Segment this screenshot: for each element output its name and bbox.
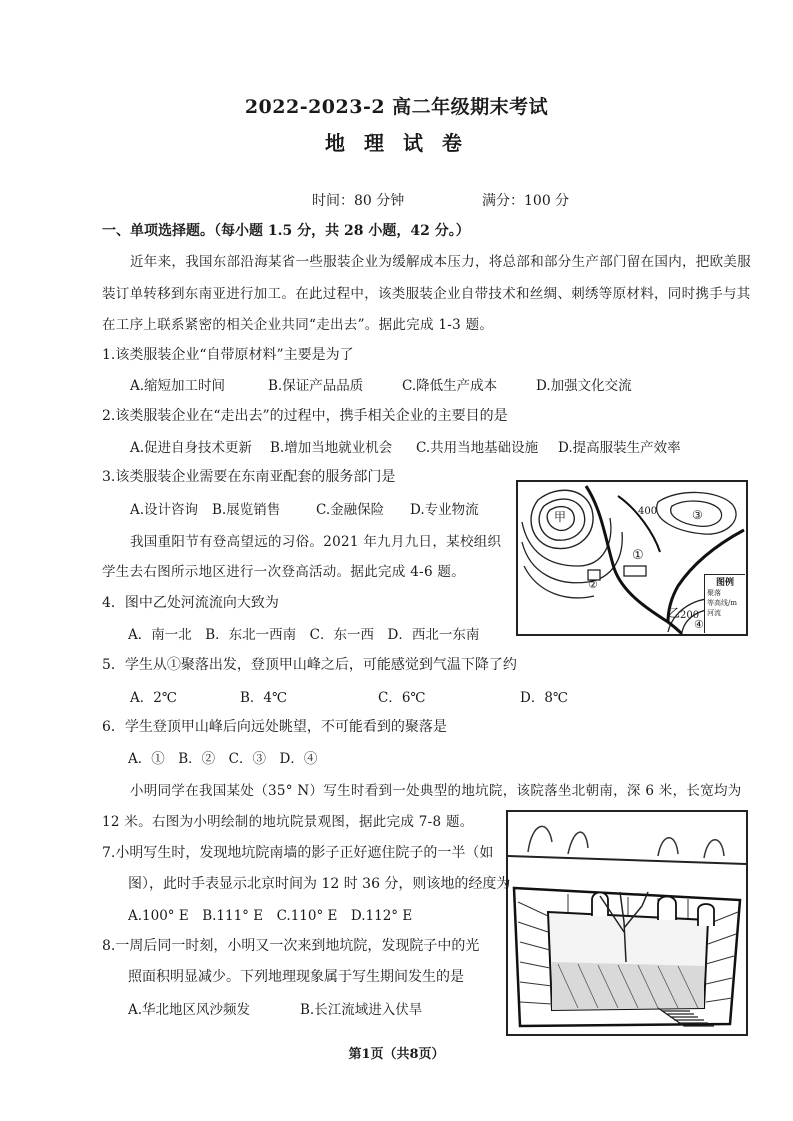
q3-option-b: B.展览销售 (212, 502, 281, 518)
settlement-2-label: ② (588, 578, 598, 591)
q5-option-c: C．6℃ (378, 690, 426, 706)
q7-stem-line1: 7.小明写生时，发现地坑院南墙的影子正好遮住院子的一半（如 (102, 845, 494, 861)
q4-options: A．南一北 B．东北一西南 C．东一西 D．西北一东南 (128, 627, 480, 643)
legend-river: 河流 (707, 609, 721, 617)
q2-stem: 2.该类服装企业在“走出去”的过程中，携手相关企业的主要目的是 (102, 408, 508, 424)
q1-option-d: D.加强文化交流 (536, 378, 632, 394)
river (618, 496, 660, 552)
q3-stem: 3.该类服装企业需要在东南亚配套的服务部门是 (102, 469, 396, 485)
q5-option-b: B．4℃ (240, 690, 288, 706)
passage1-line2: 装订单转移到东南亚进行加工。在此过程中，该类服装企业自带技术和丝绸、刺绣等原材料，同时携手与其 (102, 286, 751, 302)
q5-option-a: A．2℃ (130, 690, 177, 706)
section-heading: 一、单项选择题。（每小题 1.5 分，共 28 小题，42 分。） (102, 223, 470, 239)
q2-option-b: B.增加当地就业机会 (270, 440, 393, 456)
settlement-1-marker (624, 566, 646, 576)
passage2-line2: 学生去右图所示地区进行一次登高活动。据此完成 4-6 题。 (102, 564, 466, 580)
q1-stem: 1.该类服装企业“自带原材料”主要是为了 (102, 347, 354, 363)
topographic-map (516, 480, 748, 636)
peak-jia-label: 甲 (554, 510, 567, 524)
settlement-1-label: ① (632, 548, 644, 563)
passage1-line1: 近年来，我国东部沿海某省一些服装企业为缓解成本压力，将总部和部分生产部门留在国内，把欧美服 (130, 254, 751, 270)
legend-settlement: 聚落 (707, 589, 721, 597)
river-yi-label: 乙 (668, 606, 681, 620)
cave-door (658, 897, 676, 921)
map-legend (704, 574, 745, 633)
contour-line (522, 518, 611, 566)
q8-stem-line2: 照面积明显减少。下列地理现象属于写生期间发生的是 (128, 969, 464, 985)
horizon-line (508, 856, 746, 864)
q5-stem: 5．学生从①聚落出发，登顶甲山峰之后，可能感觉到气温下降了约 (102, 657, 517, 673)
dikengyuan-sketch-svg (508, 812, 746, 1034)
subject-title: 地 理 试 卷 (325, 131, 468, 155)
cave-window (698, 904, 714, 926)
legend-contour: 等高线/m (707, 599, 737, 607)
q3-option-a: A.设计咨询 (130, 502, 199, 518)
exam-time: 时间：80 分钟 (312, 193, 405, 209)
q6-options: A．① B．② C．③ D．④ (128, 751, 318, 767)
q3-option-d: D.专业物流 (410, 502, 479, 518)
settlement-4-label: ④ (694, 618, 704, 631)
q7-options: A.100° E B.111° E C.110° E D.112° E (128, 908, 413, 924)
q4-stem: 4．图中乙处河流流向大致为 (102, 595, 279, 611)
q1-option-a: A.缩短加工时间 (130, 378, 226, 394)
q2-option-a: A.促进自身技术更新 (130, 440, 253, 456)
staircase (658, 1008, 714, 1026)
q6-stem: 6．学生登顶甲山峰后向远处眺望，不可能看到的聚落是 (102, 719, 447, 735)
legend-title: 图例 (715, 578, 734, 588)
tree-scribble (528, 826, 724, 858)
q2-option-c: C.共用当地基础设施 (416, 440, 539, 456)
exam-title: 2022-2023-2 高二年级期末考试 (244, 96, 549, 118)
settlement-3-label: ③ (692, 508, 703, 522)
page-footer: 第1页（共8页） (348, 1047, 445, 1062)
q5-option-d: D．8℃ (520, 690, 569, 706)
exam-score: 满分：100 分 (482, 193, 570, 209)
contour-400-label: 400 (638, 506, 658, 517)
passage3-line2: 12 米。右图为小明绘制的地坑院景观图，据此完成 7-8 题。 (102, 814, 474, 830)
passage3-line1: 小明同学在我国某处（35° N）写生时看到一处典型的地坑院，该院落坐北朝南，深 6 米，长宽均为 (130, 783, 742, 799)
q2-option-d: D.提高服装生产效率 (558, 440, 681, 456)
dikengyuan-sketch (506, 810, 748, 1036)
q8-option-a: A.华北地区风沙频发 (128, 1002, 251, 1018)
q8-option-b: B.长江流域进入伏旱 (300, 1002, 423, 1018)
q8-stem-line1: 8.一周后同一时刻，小明又一次来到地坑院，发现院子中的光 (102, 938, 480, 954)
passage2-line1: 我国重阳节有登高望远的习俗。2021 年九月九日，某校组织 (130, 534, 502, 550)
q3-option-c: C.金融保险 (316, 502, 385, 518)
q1-option-b: B.保证产品品质 (268, 378, 364, 394)
q7-stem-line2: 图），此时手表显示北京时间为 12 时 36 分，则该地的经度为 (128, 876, 511, 892)
q1-option-c: C.降低生产成本 (402, 378, 498, 394)
passage1-line3: 在工序上联系紧密的相关企业共同“走出去”。据此完成 1-3 题。 (102, 317, 494, 333)
contour-200-label: 200 (680, 610, 700, 621)
